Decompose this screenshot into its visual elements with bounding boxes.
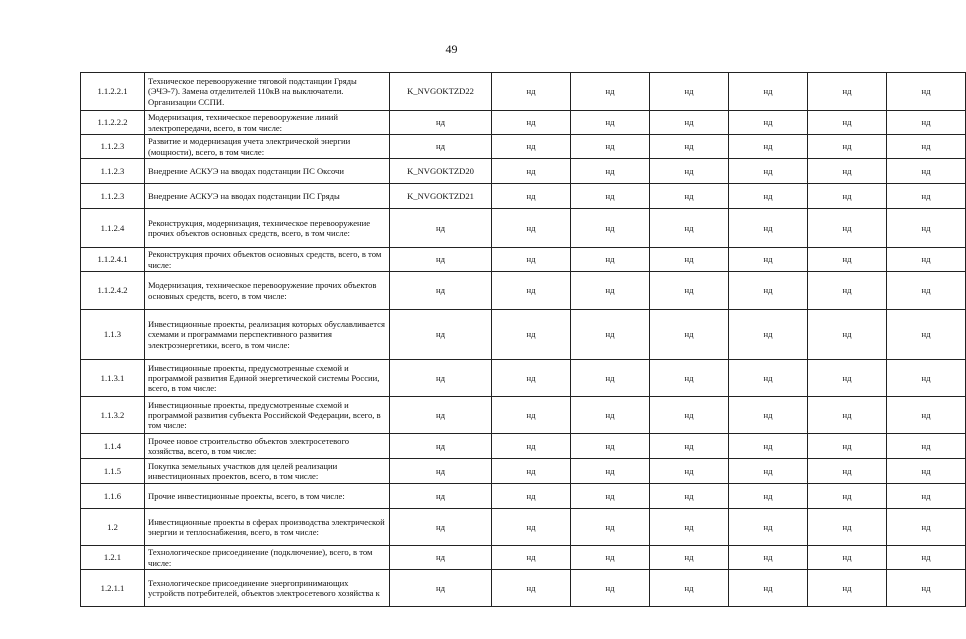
- row-value-cell: нд: [808, 135, 887, 159]
- row-value-cell: нд: [808, 484, 887, 509]
- row-code-cell: 1.1.2.2.2: [81, 111, 145, 135]
- row-value-cell: нд: [571, 209, 650, 248]
- row-value-cell: нд: [887, 272, 966, 310]
- row-value-cell: нд: [492, 111, 571, 135]
- row-value-cell: нд: [887, 73, 966, 111]
- row-value-cell: нд: [492, 570, 571, 607]
- row-code-cell: 1.1.3.2: [81, 397, 145, 434]
- table-row: [81, 459, 966, 484]
- row-value-cell: нд: [650, 310, 729, 360]
- row-value-cell: нд: [650, 209, 729, 248]
- row-value-cell: нд: [492, 434, 571, 459]
- row-value-cell: нд: [492, 159, 571, 184]
- row-value-cell: нд: [808, 509, 887, 546]
- row-value-cell: нд: [887, 570, 966, 607]
- row-value-cell: нд: [808, 184, 887, 209]
- row-value-cell: нд: [571, 570, 650, 607]
- row-name-cell: Покупка земельных участков для целей реализации инвестиционных проектов, всего, в том числе:: [145, 459, 390, 484]
- row-value-cell: нд: [650, 184, 729, 209]
- row-identifier-cell: нд: [390, 209, 492, 248]
- table-row: [81, 73, 966, 111]
- row-value-cell: нд: [729, 73, 808, 111]
- row-value-cell: нд: [729, 310, 808, 360]
- table-row: [81, 570, 966, 607]
- row-value-cell: нд: [808, 272, 887, 310]
- row-value-cell: нд: [887, 184, 966, 209]
- row-value-cell: нд: [492, 310, 571, 360]
- row-value-cell: нд: [887, 459, 966, 484]
- table-row: [81, 135, 966, 159]
- row-identifier-cell: нд: [390, 272, 492, 310]
- row-value-cell: нд: [729, 111, 808, 135]
- row-value-cell: нд: [729, 159, 808, 184]
- row-name-cell: Прочее новое строительство объектов электросетевого хозяйства, всего, в том числе:: [145, 434, 390, 459]
- row-value-cell: нд: [492, 484, 571, 509]
- row-name-cell: Технологическое присоединение (подключение), всего, в том числе:: [145, 546, 390, 570]
- row-identifier-cell: нд: [390, 570, 492, 607]
- row-code-cell: 1.2.1: [81, 546, 145, 570]
- row-identifier-cell: нд: [390, 248, 492, 272]
- row-value-cell: нд: [571, 135, 650, 159]
- table-row: [81, 509, 966, 546]
- row-value-cell: нд: [492, 73, 571, 111]
- row-value-cell: нд: [729, 248, 808, 272]
- table-row: [81, 484, 966, 509]
- row-code-cell: 1.2: [81, 509, 145, 546]
- row-value-cell: нд: [729, 135, 808, 159]
- row-identifier-cell: K_NVGOKTZD20: [390, 159, 492, 184]
- row-value-cell: нд: [492, 272, 571, 310]
- row-code-cell: 1.1.2.3: [81, 184, 145, 209]
- row-identifier-cell: K_NVGOKTZD22: [390, 73, 492, 111]
- row-value-cell: нд: [571, 509, 650, 546]
- row-code-cell: 1.1.6: [81, 484, 145, 509]
- row-value-cell: нд: [571, 360, 650, 397]
- row-value-cell: нд: [729, 397, 808, 434]
- row-value-cell: нд: [650, 360, 729, 397]
- row-name-cell: Модернизация, техническое перевооружение линий электропередачи, всего, в том числе:: [145, 111, 390, 135]
- row-identifier-cell: K_NVGOKTZD21: [390, 184, 492, 209]
- row-code-cell: 1.2.1.1: [81, 570, 145, 607]
- row-value-cell: нд: [729, 546, 808, 570]
- row-value-cell: нд: [571, 111, 650, 135]
- row-value-cell: нд: [650, 434, 729, 459]
- row-name-cell: Техническое перевооружение тяговой подстанции Гряды (ЭЧЭ-7). Замена отделителей 110кВ на выключатели. Организации ССПИ.: [145, 73, 390, 111]
- row-value-cell: нд: [492, 459, 571, 484]
- row-value-cell: нд: [808, 73, 887, 111]
- row-value-cell: нд: [650, 111, 729, 135]
- table-row: [81, 209, 966, 248]
- row-value-cell: нд: [808, 459, 887, 484]
- row-code-cell: 1.1.2.3: [81, 159, 145, 184]
- row-value-cell: нд: [650, 135, 729, 159]
- row-name-cell: Инвестиционные проекты в сферах производства электрической энергии и теплоснабжения, всего, в том числе:: [145, 509, 390, 546]
- row-value-cell: нд: [729, 509, 808, 546]
- row-name-cell: Развитие и модернизация учета электрической энергии (мощности), всего, в том числе:: [145, 135, 390, 159]
- row-name-cell: Внедрение АСКУЭ на вводах подстанции ПС Оксочи: [145, 159, 390, 184]
- row-value-cell: нд: [571, 546, 650, 570]
- row-value-cell: нд: [729, 484, 808, 509]
- table-row: [81, 159, 966, 184]
- row-code-cell: 1.1.4: [81, 434, 145, 459]
- row-value-cell: нд: [571, 397, 650, 434]
- row-value-cell: нд: [808, 434, 887, 459]
- row-name-cell: Модернизация, техническое перевооружение прочих объектов основных средств, всего, в том числе:: [145, 272, 390, 310]
- row-value-cell: нд: [808, 397, 887, 434]
- row-value-cell: нд: [571, 310, 650, 360]
- row-value-cell: нд: [887, 509, 966, 546]
- row-value-cell: нд: [887, 135, 966, 159]
- row-value-cell: нд: [808, 209, 887, 248]
- table-row: [81, 360, 966, 397]
- row-value-cell: нд: [492, 546, 571, 570]
- row-value-cell: нд: [887, 209, 966, 248]
- row-value-cell: нд: [808, 310, 887, 360]
- row-code-cell: 1.1.3: [81, 310, 145, 360]
- row-value-cell: нд: [492, 184, 571, 209]
- row-name-cell: Прочие инвестиционные проекты, всего, в том числе:: [145, 484, 390, 509]
- row-value-cell: нд: [650, 570, 729, 607]
- row-value-cell: нд: [729, 360, 808, 397]
- row-identifier-cell: нд: [390, 546, 492, 570]
- row-value-cell: нд: [729, 272, 808, 310]
- row-code-cell: 1.1.3.1: [81, 360, 145, 397]
- row-value-cell: нд: [808, 159, 887, 184]
- table-row: [81, 546, 966, 570]
- row-value-cell: нд: [492, 209, 571, 248]
- row-value-cell: нд: [571, 184, 650, 209]
- row-identifier-cell: нд: [390, 111, 492, 135]
- row-value-cell: нд: [492, 360, 571, 397]
- row-value-cell: нд: [887, 360, 966, 397]
- page-number: 49: [445, 42, 458, 56]
- row-value-cell: нд: [808, 546, 887, 570]
- table-row: [81, 434, 966, 459]
- row-value-cell: нд: [887, 546, 966, 570]
- row-value-cell: нд: [887, 159, 966, 184]
- table-row: [81, 248, 966, 272]
- row-code-cell: 1.1.2.4: [81, 209, 145, 248]
- row-code-cell: 1.1.2.4.1: [81, 248, 145, 272]
- row-value-cell: нд: [729, 209, 808, 248]
- row-value-cell: нд: [808, 111, 887, 135]
- row-value-cell: нд: [571, 459, 650, 484]
- row-value-cell: нд: [729, 570, 808, 607]
- row-value-cell: нд: [650, 546, 729, 570]
- table-row: [81, 310, 966, 360]
- row-value-cell: нд: [887, 111, 966, 135]
- row-code-cell: 1.1.2.3: [81, 135, 145, 159]
- row-value-cell: нд: [571, 159, 650, 184]
- row-name-cell: Реконструкция, модернизация, техническое перевооружение прочих объектов основных средств, всего, в том числе:: [145, 209, 390, 248]
- row-value-cell: нд: [887, 484, 966, 509]
- table-row: [81, 272, 966, 310]
- row-value-cell: нд: [571, 73, 650, 111]
- row-value-cell: нд: [650, 484, 729, 509]
- row-identifier-cell: нд: [390, 397, 492, 434]
- row-identifier-cell: нд: [390, 484, 492, 509]
- row-name-cell: Инвестиционные проекты, предусмотренные схемой и программой развития Единой энергетической системы России, всего, в том числе:: [145, 360, 390, 397]
- row-value-cell: нд: [729, 434, 808, 459]
- row-value-cell: нд: [887, 248, 966, 272]
- row-value-cell: нд: [492, 135, 571, 159]
- row-value-cell: нд: [808, 248, 887, 272]
- row-value-cell: нд: [650, 397, 729, 434]
- row-value-cell: нд: [650, 248, 729, 272]
- row-name-cell: Внедрение АСКУЭ на вводах подстанции ПС Гряды: [145, 184, 390, 209]
- row-value-cell: нд: [729, 184, 808, 209]
- row-value-cell: нд: [492, 397, 571, 434]
- row-value-cell: нд: [571, 272, 650, 310]
- row-value-cell: нд: [808, 360, 887, 397]
- row-identifier-cell: нд: [390, 434, 492, 459]
- row-name-cell: Реконструкция прочих объектов основных средств, всего, в том числе:: [145, 248, 390, 272]
- row-code-cell: 1.1.2.2.1: [81, 73, 145, 111]
- row-value-cell: нд: [729, 459, 808, 484]
- row-value-cell: нд: [650, 459, 729, 484]
- row-value-cell: нд: [571, 434, 650, 459]
- row-value-cell: нд: [650, 73, 729, 111]
- row-value-cell: нд: [492, 248, 571, 272]
- table-row: [81, 397, 966, 434]
- row-identifier-cell: нд: [390, 509, 492, 546]
- row-name-cell: Инвестиционные проекты, предусмотренные схемой и программой развития субъекта Российской Федерации, всего, в том числе:: [145, 397, 390, 434]
- row-identifier-cell: нд: [390, 459, 492, 484]
- row-identifier-cell: нд: [390, 135, 492, 159]
- row-value-cell: нд: [887, 310, 966, 360]
- row-code-cell: 1.1.2.4.2: [81, 272, 145, 310]
- row-value-cell: нд: [808, 570, 887, 607]
- row-name-cell: Технологическое присоединение энергопринимающих устройств потребителей, объектов электросетевого хозяйства к: [145, 570, 390, 607]
- row-identifier-cell: нд: [390, 310, 492, 360]
- row-value-cell: нд: [887, 397, 966, 434]
- row-code-cell: 1.1.5: [81, 459, 145, 484]
- row-value-cell: нд: [887, 434, 966, 459]
- row-value-cell: нд: [650, 272, 729, 310]
- investment-table: [80, 72, 966, 607]
- row-value-cell: нд: [571, 484, 650, 509]
- row-value-cell: нд: [650, 509, 729, 546]
- row-value-cell: нд: [492, 509, 571, 546]
- row-identifier-cell: нд: [390, 360, 492, 397]
- row-value-cell: нд: [571, 248, 650, 272]
- row-name-cell: Инвестиционные проекты, реализация которых обуславливается схемами и программами перспективного развития электроэнергетики, всего, в том числе:: [145, 310, 390, 360]
- row-value-cell: нд: [650, 159, 729, 184]
- table-row: [81, 184, 966, 209]
- table-row: [81, 111, 966, 135]
